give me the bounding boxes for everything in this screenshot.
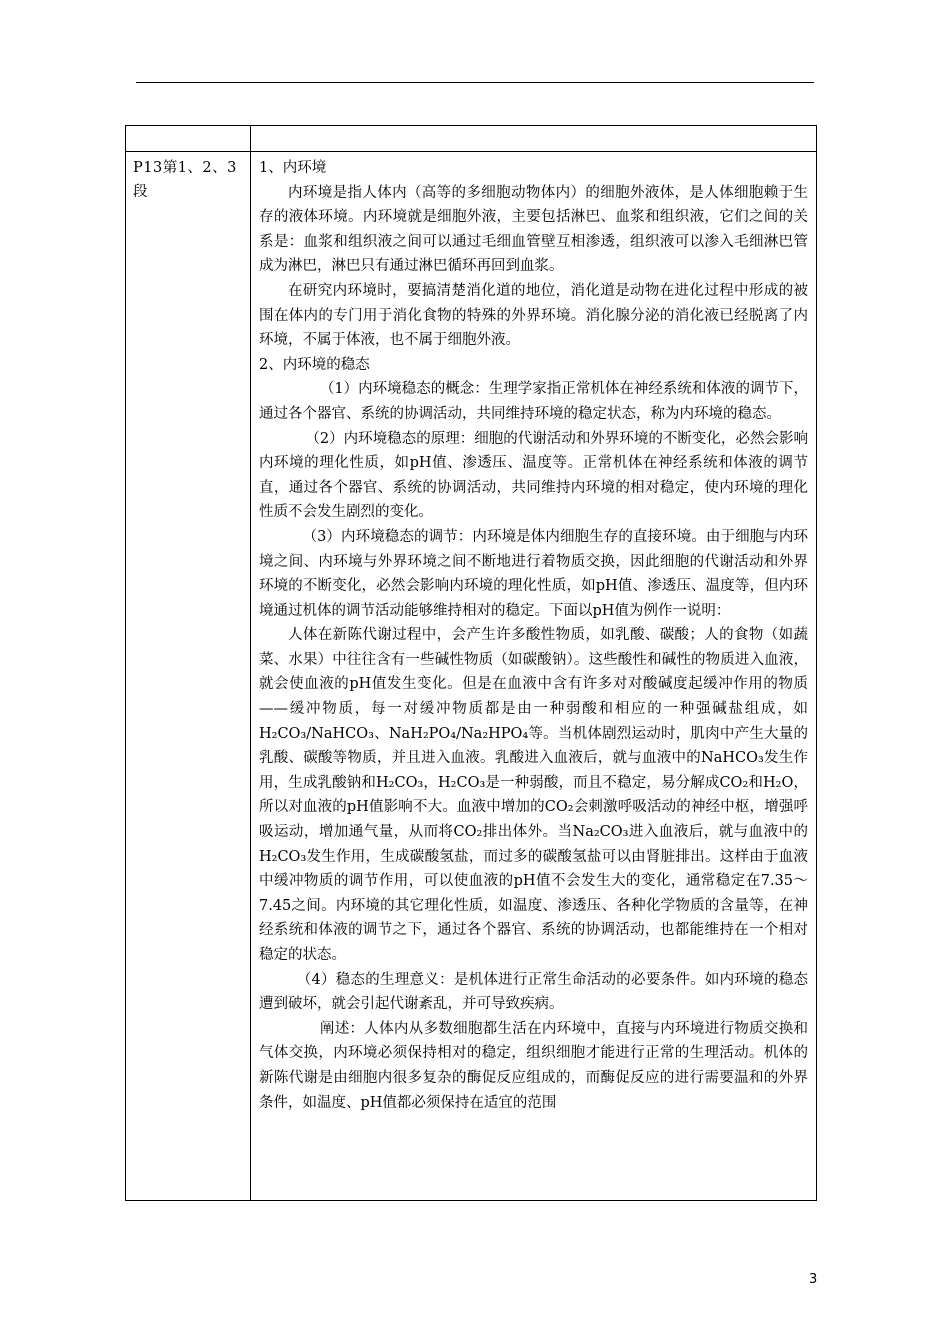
section-heading: 2、内环境的稳态: [259, 356, 370, 373]
content-table: [125, 125, 817, 1201]
table-cell-empty-right: [251, 126, 817, 152]
paragraph: （1）内环境稳态的概念：生理学家指正常机体在神经系统和体液的调节下，通过各个器官、系统的协调活动，共同维持环境的稳定状态，称为内环境的稳态。: [259, 381, 808, 422]
header-rule: [136, 82, 814, 83]
table-cell-empty-left: [126, 126, 251, 152]
content-body: [259, 156, 808, 1115]
content-cell: [251, 152, 817, 1201]
paragraph: 在研究内环境时，要搞清楚消化道的地位，消化道是动物在进化过程中形成的被围在体内的专门用于消化食物的特殊的外界环境。消化腺分泌的消化液已经脱离了内环境，不属于体液，也不属于细胞外液。: [259, 282, 808, 349]
table-row-empty: [126, 126, 817, 152]
paragraph: 阐述：人体内从多数细胞都生活在内环境中，直接与内环境进行物质交换和气体交换，内环境必须保持相对的稳定，组织细胞才能进行正常的生理活动。机体的新陈代谢是由细胞内很多复杂的酶促反应组成的，而酶促反应的进行需要温和的外界条件，如温度、pH值都必须保持在适宜的范围: [259, 1020, 808, 1111]
paragraph: 人体在新陈代谢过程中，会产生许多酸性物质，如乳酸、碳酸；人的食物（如蔬菜、水果）中往往含有一些碱性物质（如碳酸钠）。这些酸性和碱性的物质进入血液，就会使血液的pH值发生变化。但是在血液中含有许多对对酸碱度起缓冲作用的物质——缓冲物质，每一对缓冲物质都是由一种弱酸和相应的一种强碱盐组成，如H₂CO₃/NaHCO₃、NaH₂PO₄/Na₂HPO₄等。当机体剧烈运动时，肌肉中产生大量的乳酸、碳酸等物质，并且进入血液。乳酸进入血液后，就与血液中的NaHCO₃发生作用，生成乳酸钠和H₂CO₃，H₂CO₃是一种弱酸，而且不稳定，易分解成CO₂和H₂O，所以对血液的pH值影响不大。血液中增加的CO₂会刺激呼吸活动的神经中枢，增强呼吸运动，增加通气量，从而将CO₂排出体外。当Na₂CO₃进入血液后，就与血液中的H₂CO₃发生作用，生成碳酸氢盐，而过多的碳酸氢盐可以由肾脏排出。这样由于血液中缓冲物质的调节作用，可以使血液的pH值不会发生大的变化，通常稳定在7.35～7.45之间。内环境的其它理化性质，如温度、渗透压、各种化学物质的含量等，在神经系统和体液的调节之下，通过各个器官、系统的协调活动，也都能维持在一个相对稳定的状态。: [259, 627, 808, 963]
textbook-reference-cell: P13第1、2、3段: [126, 152, 251, 1201]
paragraph: （2）内环境稳态的原理：细胞的代谢活动和外界环境的不断变化，必然会影响内环境的理化性质，如pH值、渗透压、温度等。正常机体在神经系统和体液的调节直，通过各个器官、系统的协调活动，共同维持内环境的相对稳定，使内环境的理化性质不会发生剧烈的变化。: [259, 430, 808, 521]
paragraph: （3）内环境稳态的调节：内环境是体内细胞生存的直接环境。由于细胞与内环境之间、内环境与外界环境之间不断地进行着物质交换，因此细胞的代谢活动和外界环境的不断变化，必然会影响内环境的理化性质，如pH值、渗透压、温度等，但内环境通过机体的调节活动能够维持相对的稳定。下面以pH值为例作一说明：: [259, 528, 808, 619]
paragraph: （4）稳态的生理意义：是机体进行正常生命活动的必要条件。如内环境的稳态遭到破坏，就会引起代谢紊乱，并可导致疾病。: [259, 971, 808, 1013]
section-heading: 1、内环境: [259, 160, 327, 176]
table-row-main: [126, 152, 817, 1201]
page-number: 3: [809, 1272, 818, 1287]
paragraph: 内环境是指人体内（高等的多细胞动物体内）的细胞外液体，是人体细胞赖于生存的液体环境。内环境就是细胞外液，主要包括淋巴、血浆和组织液，它们之间的关系是：血浆和组织液之间可以通过毛细血管壁互相渗透，组织液可以渗入毛细淋巴管成为淋巴，淋巴只有通过淋巴循环再回到血浆。: [259, 184, 808, 275]
